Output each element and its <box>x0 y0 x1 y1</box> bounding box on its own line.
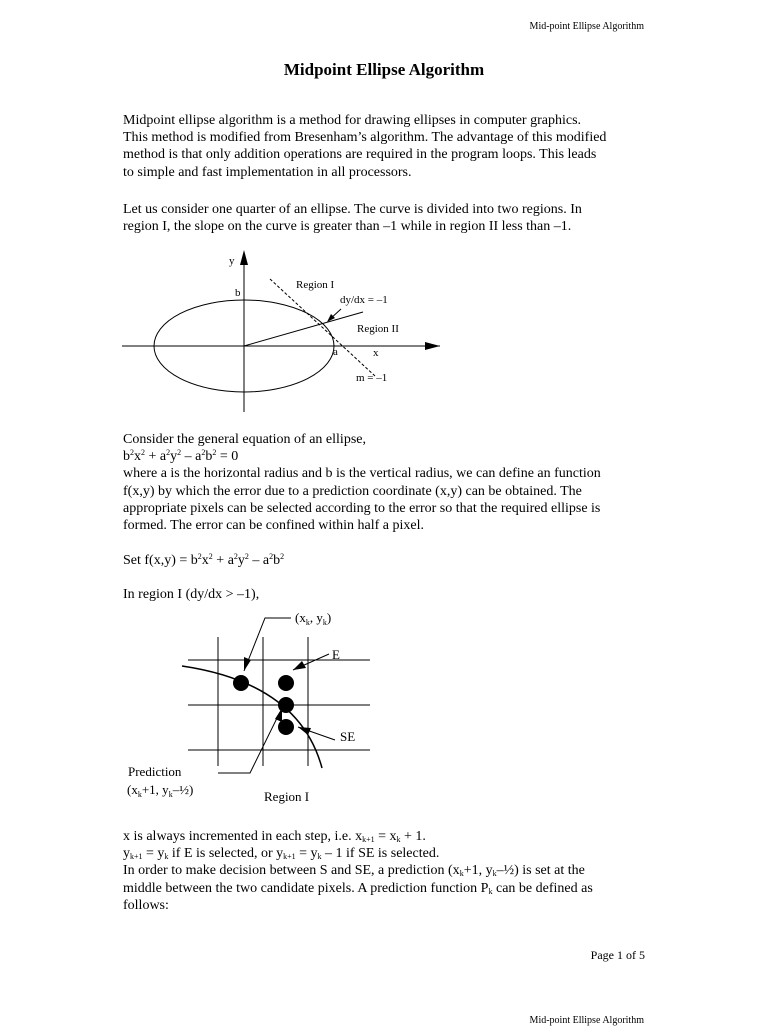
text-line: This method is modified from Bresenham’s algorithm. The advantage of this modified <box>123 130 607 146</box>
pixel-prediction <box>278 697 294 713</box>
e-label: E <box>332 647 340 662</box>
se-pointer-arrowhead <box>298 727 311 735</box>
text-line: In order to make decision between S and SE, a prediction ($x_k+1$, $y_k-\frac{1}{2}$) is set at the <box>123 863 585 879</box>
pixel-xk <box>233 675 249 691</box>
text-line: Let us consider one quarter of an ellipse. The curve is divided into two regions. In <box>123 202 582 217</box>
text-line: region I, the slope on the curve is greater than –1 while in region II less than –1. <box>123 219 572 235</box>
text-line: to simple and fast implementation in all processors. <box>123 164 412 180</box>
text-line: $y_{k+1} = y_k$ if E is selected, or $y_{k+1} = y_k - 1$ if SE is selected. <box>123 846 440 862</box>
region-i-caption: Region I <box>264 789 310 804</box>
xk-pointer <box>244 618 291 671</box>
text-line: method is that only addition operations are required in the program loops. This leads <box>123 147 597 163</box>
prediction-label: Prediction <box>128 764 182 779</box>
text-line: Consider the general equation of an ellipse, <box>123 432 366 447</box>
page-number: Page 1 of 5 <box>590 948 645 962</box>
text-line: follows: <box>123 897 169 913</box>
next-page-header: Mid-point Ellipse Algorithm <box>529 1015 644 1026</box>
text-line: Midpoint ellipse algorithm is a method for drawing ellipses in computer graphics. <box>123 113 582 128</box>
m-label: m = –1 <box>356 372 388 384</box>
region-i-intro: In region I (dy/dx > –1), <box>123 587 260 602</box>
prediction-pointer <box>218 712 280 773</box>
e-pointer-arrowhead <box>293 661 306 670</box>
text-line: middle between the two candidate pixels. A prediction function $P_k$ can be defined as <box>123 880 593 896</box>
page-title: Midpoint Ellipse Algorithm <box>283 60 485 79</box>
text-line: appropriate pixels can be selected according to the error so that the required ellipse is <box>123 500 601 516</box>
prediction-coord-label: ($x_k+1$, $y_k-\frac{1}{2}$) <box>127 782 194 799</box>
xk-pointer-arrowhead <box>244 657 251 671</box>
se-label: SE <box>340 729 356 744</box>
x-axis-label: x <box>373 347 379 359</box>
region-ii-label: Region II <box>357 323 399 335</box>
pixel-se <box>278 719 294 735</box>
xk-yk-label: ($x_k$, $y_k$) <box>295 610 332 627</box>
set-function-line: Set $f(x,y) = b^2x^2 + a^2y^2 - a^2b^2$ <box>123 552 285 568</box>
text-line: formed. The error can be confined within half a pixel. <box>123 518 425 534</box>
text-line: where a is the horizontal radius and b is the vertical radius, we can define an function <box>123 466 601 482</box>
increment-paragraph <box>123 828 653 914</box>
text-line: f(x,y) by which the error due to a prediction coordinate (x,y) can be obtained. The <box>123 483 582 499</box>
slope-label: dy/dx = –1 <box>340 294 388 306</box>
running-header: Mid-point Ellipse Algorithm <box>529 21 644 32</box>
y-axis-label: y <box>229 255 235 267</box>
ellipse-equation: $b^2x^2 + a^2y^2 - a^2b^2 = 0$ <box>123 448 239 465</box>
region-i-label: Region I <box>296 279 335 291</box>
ellipse-arc <box>182 666 322 768</box>
text-line: x is always incremented in each step, i.e. $x_{k+1} = x_k + 1$. <box>123 829 426 844</box>
a-label: a <box>333 346 338 358</box>
pixel-e <box>278 675 294 691</box>
b-label: b <box>235 287 241 299</box>
